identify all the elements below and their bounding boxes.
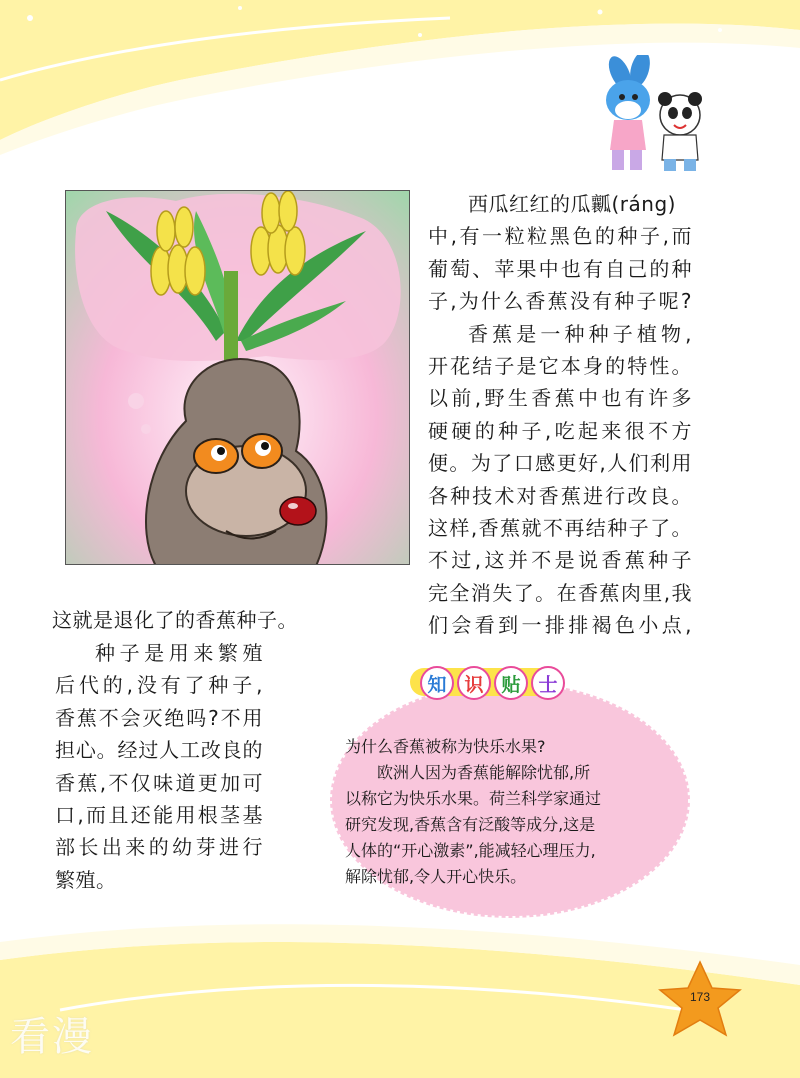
text-line: 香蕉是一种种子植物, <box>468 321 692 346</box>
tip-title-char: 识 <box>457 666 491 700</box>
text-line: 以前,野生香蕉中也有许多 <box>428 386 692 411</box>
text-line: 繁殖。 <box>55 867 117 892</box>
banana-monkey-illustration <box>65 190 410 565</box>
tip-title-char: 士 <box>531 666 565 700</box>
tip-answer-line: 解除忧郁,令人开心快乐。 <box>345 867 527 886</box>
text-line: 香蕉不会灭绝吗?不用 <box>55 705 263 730</box>
text-line: 完全消失了。在香蕉肉里,我 <box>428 580 692 605</box>
text-line: 担心。经过人工改良的 <box>55 738 263 763</box>
text-line: 不过,这并不是说香蕉种子 <box>428 548 692 573</box>
tip-answer-line: 研究发现,香蕉含有泛酸等成分,这是 <box>345 815 596 834</box>
tip-answer-line: 以称它为快乐水果。荷兰科学家通过 <box>345 789 602 808</box>
text-line: 这就是退化了的香蕉种子。 <box>52 608 298 632</box>
text-line: 开花结子是它本身的特性。 <box>428 353 692 378</box>
text-line: 各种技术对香蕉进行改良。 <box>428 483 692 508</box>
text-line: 便。为了口感更好,人们利用 <box>428 451 692 476</box>
text-line: 后代的,没有了种子, <box>55 673 263 698</box>
text-line: 中,有一粒粒黑色的种子,而 <box>428 224 692 249</box>
page-number: 173 <box>689 990 711 1004</box>
body-paragraph-full <box>52 604 352 636</box>
text-line: 子,为什么香蕉没有种子呢? <box>428 289 692 314</box>
cartoon-characters-illustration <box>590 55 720 175</box>
text-line: 葡萄、苹果中也有自己的种 <box>428 256 692 281</box>
tip-title-char: 贴 <box>494 666 528 700</box>
body-paragraph-left <box>55 637 263 896</box>
tip-title <box>420 666 565 700</box>
tip-question: 为什么香蕉被称为快乐水果? <box>345 737 546 756</box>
text-line: 西瓜红红的瓜瓤(ráng) <box>468 192 676 216</box>
tip-answer-line: 欧洲人因为香蕉能解除忧郁,所 <box>377 763 591 782</box>
body-paragraph-right <box>428 318 692 642</box>
intro-paragraph <box>428 188 692 318</box>
text-line: 香蕉,不仅味道更加可 <box>55 770 263 795</box>
text-line: 这样,香蕉就不再结种子了。 <box>428 515 692 540</box>
text-line: 们会看到一排排褐色小点, <box>428 613 692 638</box>
text-line: 种子是用来繁殖 <box>95 641 263 665</box>
tip-content <box>345 734 665 890</box>
text-line: 口,而且还能用根茎基 <box>55 802 263 827</box>
watermark: 看漫 <box>10 1014 94 1060</box>
text-line: 硬硬的种子,吃起来很不方 <box>428 418 692 443</box>
tip-title-char: 知 <box>420 666 454 700</box>
text-line: 部长出来的幼芽进行 <box>55 835 263 860</box>
tip-answer-line: 人体的“开心激素”,能减轻心理压力, <box>345 841 596 860</box>
